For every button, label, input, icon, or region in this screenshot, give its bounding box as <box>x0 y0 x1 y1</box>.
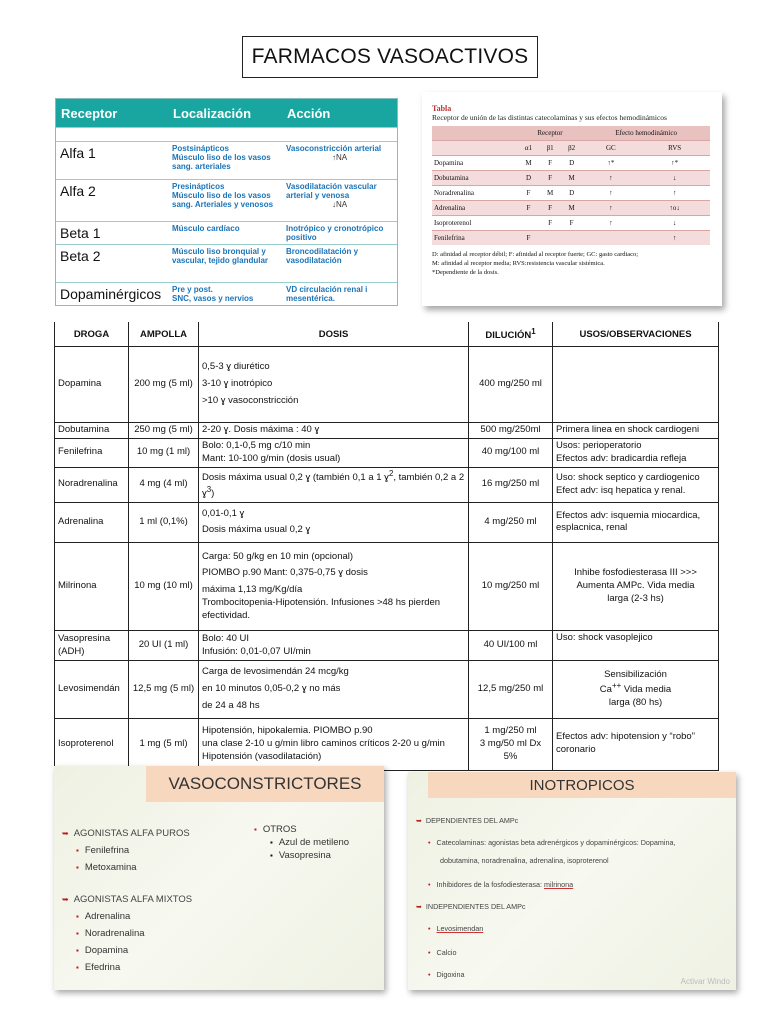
cell: F <box>518 186 540 201</box>
cell: F <box>539 171 561 186</box>
col-header: GC <box>582 141 639 156</box>
cell: M <box>539 186 561 201</box>
drug-name: Vasopresina (ADH) <box>55 631 129 661</box>
receptor-loc: Presinápticos Músculo liso de los vasos sang. Arteriales y venosos <box>168 180 282 222</box>
cell <box>518 216 540 231</box>
list-item: ▪ Adrenalina <box>76 911 130 922</box>
page-title: FARMACOS VASOACTIVOS <box>242 36 538 78</box>
drug-ampolla: 250 mg (5 ml) <box>129 423 199 439</box>
receptor-accion: VD circulación renal i mesentérica. <box>282 283 397 313</box>
drug-dosis: 0,01-0,1 ɣ Dosis máxima usual 0,2 ɣ <box>199 502 469 543</box>
footnote: *Dependiente de la dosis. <box>432 268 499 276</box>
table-row <box>56 245 397 283</box>
drug-name: Fenilefrina <box>55 439 129 468</box>
drug-name: Dobutamina <box>55 423 129 439</box>
drug-usos: Efectos adv: isquemia miocardica, esplacnica, renal <box>553 502 719 543</box>
cell: ↓ <box>639 171 710 186</box>
cell: ↑ <box>639 186 710 201</box>
receptor-name: Alfa 1 <box>56 142 168 180</box>
list-item: ▪ Dopamina <box>76 945 128 956</box>
table-row <box>56 142 397 180</box>
table-row <box>55 467 719 502</box>
receptor-table <box>55 98 398 306</box>
drug-name: Dopamina <box>55 347 129 423</box>
table-caption: Receptor de unión de las distintas catecolaminas y sus efectos hemodinámicos <box>432 113 667 122</box>
drug-name: Levosimendán <box>55 661 129 718</box>
cell <box>539 231 561 246</box>
dosis-header: DOSIS <box>199 322 469 347</box>
drug-dilucion: 40 UI/100 ml <box>469 631 553 661</box>
receptor-accion: Inotrópico y cronotrópico positivo <box>282 222 397 245</box>
table-label: Tabla <box>432 104 452 113</box>
receptor-note: ↓NA <box>331 200 348 209</box>
drug-dilucion: 400 mg/250 ml <box>469 347 553 423</box>
table-row <box>55 502 719 543</box>
group-heading: ➥ AGONISTAS ALFA MIXTOS <box>62 894 192 905</box>
cell <box>582 231 639 246</box>
drug-dosis: Bolo: 0,1-0,5 mg c/10 min Mant: 10-100 g/min (dosis usual) <box>199 439 469 468</box>
drug-dosis: 2-20 ɣ. Dosis máxima : 40 ɣ <box>199 423 469 439</box>
table-row <box>432 156 710 171</box>
cell: ↑ <box>582 216 639 231</box>
drug-dosis: Bolo: 40 UI Infusión: 0,01-0,07 UI/min <box>199 631 469 661</box>
drug-dilucion: 4 mg/250 ml <box>469 502 553 543</box>
drug-dilucion: 12,5 mg/250 ml <box>469 661 553 718</box>
drug-dilucion: 1 mg/250 ml 3 mg/50 ml Dx 5% <box>469 718 553 770</box>
cell: M <box>518 156 540 171</box>
cell: ↑* <box>639 156 710 171</box>
drug-ampolla: 10 mg (10 ml) <box>129 543 199 631</box>
list-item: • Catecolaminas: agonistas beta adrenérgicos y dopaminérgicos: Dopamina, <box>428 838 675 847</box>
drug-usos: Usos: perioperatorio Efectos adv: bradicardia refleja <box>553 439 719 468</box>
accion-header: Acción <box>282 99 397 128</box>
usos-header: USOS/OBSERVACIONES <box>553 322 719 347</box>
drug-dilucion: 40 mg/100 ml <box>469 439 553 468</box>
cell: F <box>539 201 561 216</box>
list-item: ▪ Noradrenalina <box>76 928 145 939</box>
slide-title: VASOCONSTRICTORES <box>146 766 384 802</box>
table-row <box>432 216 710 231</box>
drug-usos: Sensibilización Ca++ Vida media larga (80 hs) <box>553 661 719 718</box>
ampolla-header: AMPOLLA <box>129 322 199 347</box>
list-item: ▪ Efedrina <box>76 962 120 973</box>
drug-ampolla: 200 mg (5 ml) <box>129 347 199 423</box>
footnote: M: afinidad al receptor media; RVS:resistencia vascular sistémica. <box>432 259 605 267</box>
slide-inotropicos <box>408 772 736 990</box>
receptor-name: Alfa 2 <box>56 180 168 222</box>
drug-usos: Uso: shock vasoplejico <box>553 631 719 661</box>
cell: ↓ <box>639 216 710 231</box>
drug-name: Adrenalina <box>432 201 518 216</box>
cell: F <box>518 201 540 216</box>
table-row <box>56 222 397 245</box>
drug-name: Dobutamina <box>432 171 518 186</box>
drug-dosis: 0,5-3 ɣ diurético 3-10 ɣ inotrópico >10 ɣ vasoconstricción <box>199 347 469 423</box>
footnote: D: afinidad al receptor débil; F: afinidad al receptor fuerte; GC: gasto cardiaco; <box>432 251 639 258</box>
dilucion-header: DILUCIÓN$^1$ <box>469 322 553 347</box>
table-row <box>55 439 719 468</box>
cell: ↑ <box>582 201 639 216</box>
list-item: ▪ Fenilefrina <box>76 845 129 856</box>
drug-dilucion: 10 mg/250 ml <box>469 543 553 631</box>
table-row <box>432 231 710 246</box>
activation-watermark: Activar Windo <box>680 977 730 986</box>
table-row <box>55 543 719 631</box>
table-row <box>55 631 719 661</box>
drug-name: Isoproterenol <box>55 718 129 770</box>
drug-usos: Efectos adv: hipotension y “robo” coronario <box>553 718 719 770</box>
receptor-accion: Vasodilatación vascular arterial y venosa <box>286 182 377 200</box>
drug-name: Isoproterenol <box>432 216 518 231</box>
drug-name: Noradrenalina <box>432 186 518 201</box>
cell: ↑ <box>639 231 710 246</box>
drug-dilucion: 500 mg/250ml <box>469 423 553 439</box>
localizacion-header: Localización <box>168 99 282 128</box>
list-item: ▪ Vasopresina <box>270 850 331 861</box>
drug-ampolla: 12,5 mg (5 ml) <box>129 661 199 718</box>
group-heading: ➥ DEPENDIENTES DEL AMPc <box>416 816 518 825</box>
drug-dilucion: 16 mg/250 ml <box>469 467 553 502</box>
table-row <box>55 661 719 718</box>
group-heading: ▪ OTROS <box>254 824 297 835</box>
drug-dosis: Hipotensión, hipokalemia. PIOMBO p.90 una clase 2-10 u g/min libro caminos críticos 2-20 u g/min Hipotensión (vasodilatación) <box>199 718 469 770</box>
drug-dosis: Carga de levosimendán 24 mcg/kg en 10 minutos 0,05-0,2 ɣ no más de 24 a 48 hs <box>199 661 469 718</box>
cell: ↑o↓ <box>639 201 710 216</box>
col-header: β1 <box>539 141 561 156</box>
drug-usos: Primera linea en shock cardiogeni <box>553 423 719 439</box>
drug-dosis: Dosis máxima usual 0,2 ɣ (también 0,1 a 1 ɣ$^2$, también 0,2 a 2 ɣ$^3$) <box>199 467 469 502</box>
drug-name: Milrinona <box>55 543 129 631</box>
table-row <box>56 180 397 222</box>
receptor-loc: Músculo liso bronquial y vascular, tejido glandular <box>168 245 282 283</box>
group-heading: ➥ INDEPENDIENTES DEL AMPc <box>416 902 525 911</box>
cell <box>561 231 583 246</box>
drug-table <box>54 322 718 771</box>
list-item: • Levosimendan <box>428 924 483 933</box>
list-item-continued: dobutamina, noradrenalina, adrenalina, isoproterenol <box>440 856 609 865</box>
drug-name: Fenilefrina <box>432 231 518 246</box>
cell: ↑ <box>582 171 639 186</box>
list-item: • Inhibidores de la fosfodiesterasa: milrinona <box>428 880 573 889</box>
cell: ↑ <box>582 186 639 201</box>
receptor-header: Receptor <box>56 99 168 128</box>
table-row <box>432 201 710 216</box>
cell: D <box>561 186 583 201</box>
list-item: ▪ Azul de metileno <box>270 837 349 848</box>
table-row <box>55 718 719 770</box>
drug-ampolla: 10 mg (1 ml) <box>129 439 199 468</box>
col-header: α1 <box>518 141 540 156</box>
drug-ampolla: 20 UI (1 ml) <box>129 631 199 661</box>
drug-ampolla: 1 ml (0,1%) <box>129 502 199 543</box>
receptor-group-header: Receptor <box>518 126 583 141</box>
drug-ampolla: 1 mg (5 ml) <box>129 718 199 770</box>
effect-group-header: Efecto hemodinámico <box>582 126 710 141</box>
receptor-name: Dopaminérgicos <box>56 283 168 313</box>
cell: D <box>561 156 583 171</box>
receptor-name: Beta 1 <box>56 222 168 245</box>
table-row <box>432 186 710 201</box>
cell: D <box>518 171 540 186</box>
cell: F <box>539 216 561 231</box>
receptor-name: Beta 2 <box>56 245 168 283</box>
col-header: β2 <box>561 141 583 156</box>
cell: M <box>561 201 583 216</box>
cell: F <box>539 156 561 171</box>
group-heading: ➥ AGONISTAS ALFA PUROS <box>62 828 190 839</box>
table-row <box>56 283 397 313</box>
list-item: ▪ Metoxamina <box>76 862 137 873</box>
cell: M <box>561 171 583 186</box>
catecholamine-table-image <box>422 92 722 306</box>
slide-vasoconstrictores <box>54 766 384 990</box>
slide-title: INOTROPICOS <box>428 772 736 798</box>
receptor-note: ↑NA <box>331 153 348 162</box>
table-row <box>55 423 719 439</box>
receptor-loc: Postsinápticos Músculo liso de los vasos sang. arteriales <box>168 142 282 180</box>
receptor-loc: Pre y post. SNC, vasos y nervios <box>168 283 282 313</box>
receptor-accion: Broncodilatación y vasodilatación <box>282 245 397 283</box>
cell: F <box>518 231 540 246</box>
drug-usos: Uso: shock septico y cardiogenico Efect adv: isq hepatica y renal. <box>553 467 719 502</box>
drug-name: Dopamina <box>432 156 518 171</box>
col-header: RVS <box>639 141 710 156</box>
drug-dosis: Carga: 50 g/kg en 10 min (opcional) PIOMBO p.90 Mant: 0,375-0,75 ɣ dosis máxima 1,13 mg/Kg/día Trombocitopenia-Hipotensión. Infusiones >48 hs pierden efectividad. <box>199 543 469 631</box>
droga-header: DROGA <box>55 322 129 347</box>
table-row <box>432 171 710 186</box>
cell: ↑* <box>582 156 639 171</box>
drug-name: Noradrenalina <box>55 467 129 502</box>
list-item: • Calcio <box>428 948 457 957</box>
table-row <box>55 347 719 423</box>
receptor-loc: Músculo cardíaco <box>168 222 282 245</box>
cell: F <box>561 216 583 231</box>
list-item: • Digoxina <box>428 970 465 979</box>
receptor-accion: Vasoconstricción arterial <box>286 144 382 153</box>
drug-ampolla: 4 mg (4 ml) <box>129 467 199 502</box>
drug-usos: Inhibe fosfodiesterasa III >>> Aumenta AMPc. Vida media larga (2-3 hs) <box>553 543 719 631</box>
drug-name: Adrenalina <box>55 502 129 543</box>
